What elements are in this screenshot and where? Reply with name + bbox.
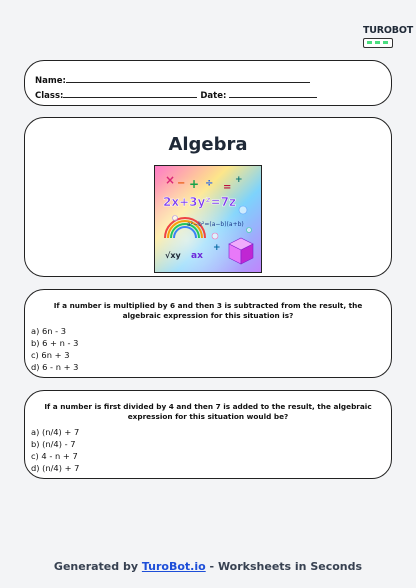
svg-text:a²−b²=(a−b)(a+b): a²−b²=(a−b)(a+b)	[187, 221, 244, 228]
name-field[interactable]	[66, 74, 310, 83]
svg-text:×: ×	[165, 173, 176, 187]
logo-text: TUROBOT	[363, 25, 413, 36]
date-field[interactable]	[229, 89, 317, 98]
class-label: Class:	[35, 91, 64, 101]
svg-text:+: +	[213, 243, 221, 253]
option-a[interactable]: a) (n/4) + 7	[31, 427, 80, 437]
worksheet-title: Algebra	[168, 134, 248, 155]
svg-text:ax: ax	[191, 251, 203, 261]
option-d[interactable]: d) (n/4) + 7	[31, 463, 80, 473]
svg-text:÷: ÷	[205, 178, 214, 189]
svg-text:−: −	[177, 178, 186, 189]
question-card-2	[24, 390, 392, 479]
question-text: If a number is multiplied by 6 and then 3 is subtracted from the result, the algebraic expression for this situation is?	[53, 301, 363, 320]
option-c[interactable]: c) 4 - n + 7	[31, 451, 78, 461]
answer-options	[31, 426, 79, 474]
footer-prefix: Generated by	[53, 560, 139, 573]
turobot-logo	[361, 22, 413, 48]
answer-options	[31, 325, 78, 373]
name-row	[35, 74, 310, 86]
svg-text:+: +	[189, 177, 200, 191]
svg-text:√xy: √xy	[165, 251, 181, 260]
option-b[interactable]: b) (n/4) - 7	[31, 439, 76, 449]
option-d[interactable]: d) 6 - n + 3	[31, 362, 79, 372]
option-b[interactable]: b) 6 + n - 3	[31, 338, 79, 348]
svg-text:+: +	[235, 175, 243, 185]
option-c[interactable]: c) 6n + 3	[31, 350, 70, 360]
algebra-illustration	[154, 165, 262, 273]
robot-logo-icon	[363, 38, 393, 48]
name-label: Name:	[35, 76, 66, 86]
turobot-link[interactable]: TuroBot.io	[141, 560, 206, 573]
option-a[interactable]: a) 6n - 3	[31, 326, 67, 336]
question-card-1	[24, 289, 392, 378]
class-date-row	[35, 89, 317, 101]
svg-text:2x+3y²=7z: 2x+3y²=7z	[163, 195, 236, 209]
footer	[0, 560, 416, 573]
title-box	[24, 117, 392, 277]
question-text: If a number is first divided by 4 and then 7 is added to the result, the algebraic expression for this situation would be?	[44, 402, 372, 421]
class-field[interactable]	[63, 89, 197, 98]
svg-text:=: =	[223, 182, 232, 193]
date-label: Date:	[200, 91, 227, 101]
student-info-box	[24, 60, 392, 106]
footer-suffix: - Worksheets in Seconds	[209, 560, 363, 573]
